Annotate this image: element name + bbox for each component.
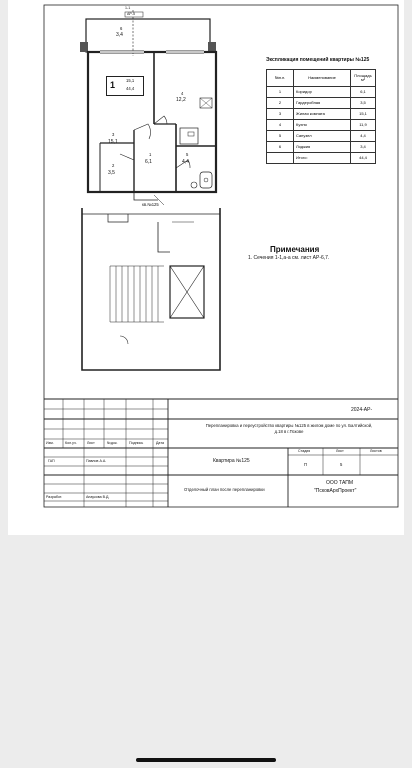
explication-row-area: 3,5 (351, 98, 376, 109)
stamp-sheet-header: Лист (336, 449, 344, 453)
explication-row-num: 2 (267, 98, 294, 109)
explication-title: Экспликация помещений квартиры №125 (266, 57, 370, 63)
section-mark-label: 1-1 (125, 6, 131, 10)
apartment-badge (106, 76, 144, 96)
explication-header-name: Наименование (294, 70, 351, 87)
explication-row-area: 3,4 (351, 142, 376, 153)
explication-row-area: 11,9 (351, 120, 376, 131)
stamp-gap-role: ГАП (48, 459, 55, 463)
explication-row-num: 1 (267, 87, 294, 98)
stamp-col-list: Лист (87, 441, 95, 445)
stamp-stage-value: П (304, 462, 308, 467)
stamp-col-doc: №док. (107, 441, 118, 445)
explication-row-num: 6 (267, 142, 294, 153)
stamp-dev-role: Разработ. (46, 495, 63, 499)
explication-row-area: 15,1 (351, 109, 376, 120)
stamp-dev-name: Апаукова В.Д. (86, 495, 110, 499)
stamp-org-line2: "ПсковАрхПроект" (314, 488, 357, 494)
room-5-area: 4,4 (182, 159, 189, 165)
explication-row-name: Санузел (294, 131, 351, 142)
room-6-area: 3,4 (116, 32, 123, 38)
stamp-stage-header: Стадия (298, 449, 311, 453)
table-row (267, 142, 376, 153)
stamp-object: Квартира №125 (213, 458, 250, 464)
explication-row-name: Жилая комната (294, 109, 351, 120)
room-4-number: 4 (181, 91, 184, 96)
stamp-gap-name: Павлов А.А. (86, 459, 107, 463)
explication-row-area: 4,4 (351, 131, 376, 142)
explication-header-num: №п.п. (267, 70, 294, 87)
explication-row-num: 3 (267, 109, 294, 120)
explication-header-area: Площадь м² (351, 70, 376, 87)
room-3-number: 3 (112, 132, 115, 137)
stamp-org-line1: ООО ТАПМ (326, 480, 353, 486)
explication-row-num: 4 (267, 120, 294, 131)
notes-item: 1. Сечения 1-1,а-а см. лист АР-6,7. (248, 255, 330, 261)
section-mark-ref: АР-5 (127, 12, 135, 16)
stamp-code: 2024-АР- (351, 407, 373, 413)
stamp-sheets-header: Листов (370, 449, 382, 453)
entry-label: кв.№125 (142, 202, 159, 207)
stairwell-outline (82, 208, 220, 370)
table-row (267, 109, 376, 120)
stamp-col-sign: Подпись (129, 441, 144, 445)
explication-total-label: Итого: (294, 153, 351, 164)
explication-row-num (267, 153, 294, 164)
table-row (267, 87, 376, 98)
table-row (267, 131, 376, 142)
stamp-col-kol: Кол.уч. (65, 441, 77, 445)
explication-row-name: Лоджия (294, 142, 351, 153)
room-5-number: 5 (186, 152, 189, 157)
stamp-col-date: Дата (156, 441, 164, 445)
room-2-number: 2 (112, 163, 115, 168)
explication-row-area: 6,1 (351, 87, 376, 98)
apartment-total-area: 44,4 (126, 86, 135, 91)
explication-row-name: Кухня (294, 120, 351, 131)
stair-treads (110, 266, 164, 322)
stamp-drawing-name: Отделочный план после перепланировки (184, 487, 265, 492)
room-1-area: 6,1 (145, 159, 152, 165)
stamp-sheet-value: 5 (340, 462, 343, 467)
explication-row-name: Коридор (294, 87, 351, 98)
room-4-area: 12,2 (176, 97, 186, 103)
explication-total-area: 44,4 (351, 153, 376, 164)
table-row-total (267, 153, 376, 164)
explication-row-name: Гардеробная (294, 98, 351, 109)
room-2-area: 3,5 (108, 170, 115, 176)
stamp-col-izm: Изм. (46, 441, 54, 445)
room-6-number: 6 (120, 26, 123, 31)
drawing-sheet (8, 0, 404, 535)
explication-table (266, 69, 376, 164)
room-1-number: 1 (149, 152, 152, 157)
apartment-living-area: 15,1 (126, 78, 135, 83)
table-row (267, 98, 376, 109)
loggia-outline (86, 19, 210, 52)
notes-title: Примечания (270, 245, 320, 254)
apartment-rooms-count: 1 (110, 80, 116, 90)
explication-header-row (267, 70, 376, 87)
explication-row-num: 5 (267, 131, 294, 142)
room-3-area: 15,1 (108, 139, 118, 145)
stamp-project: Перепланировка и переустройство квартиры №125 в жилом доме по ул. Балтийской, д.18 в г.Пскове (205, 423, 373, 435)
home-indicator[interactable] (136, 758, 276, 762)
table-row (267, 120, 376, 131)
